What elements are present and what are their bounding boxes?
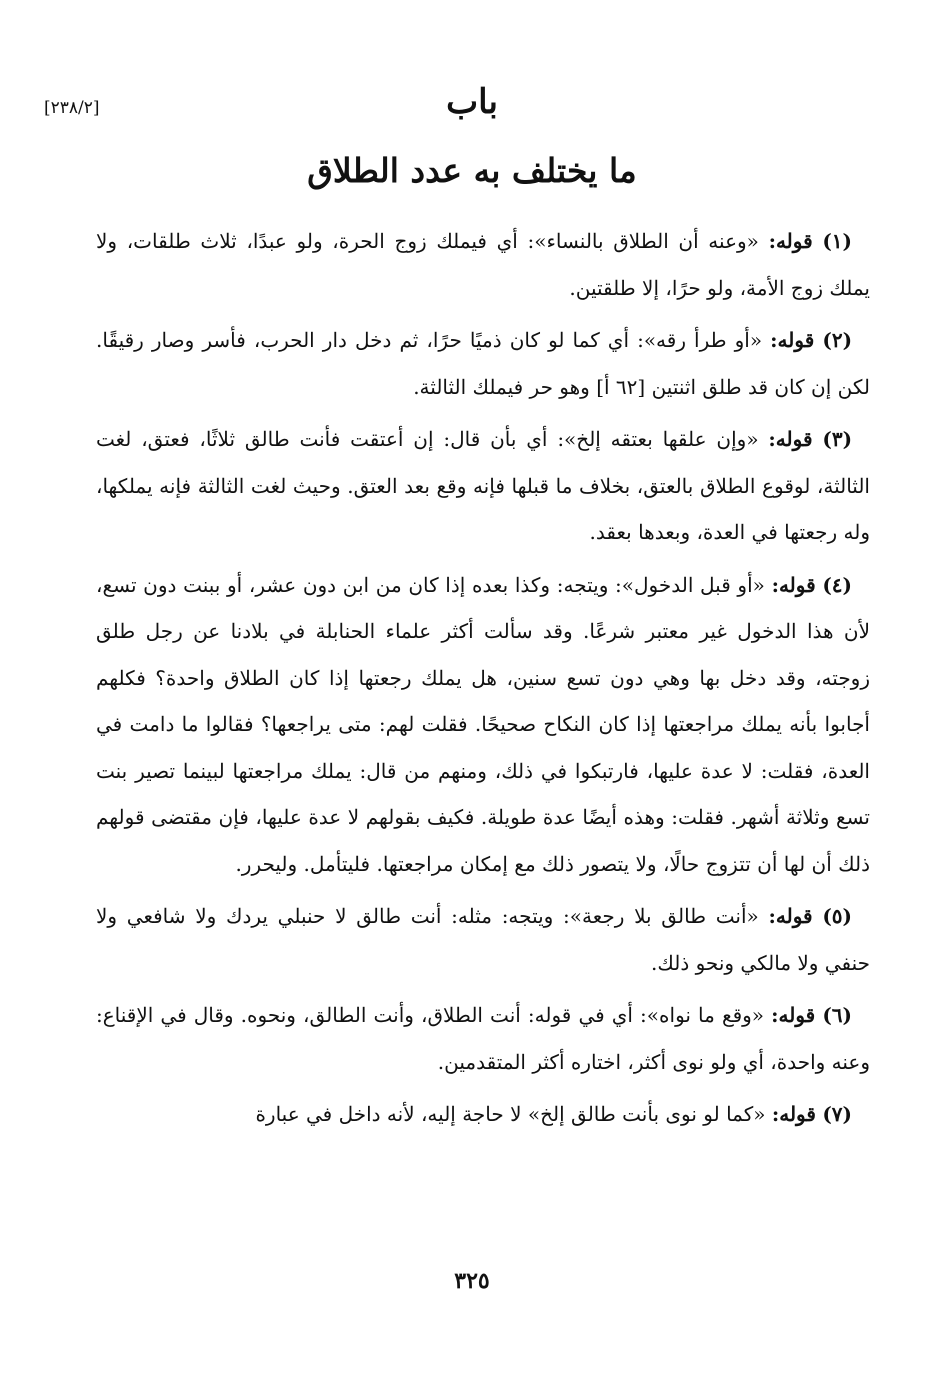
qawluhu-keyword: قوله: [771,572,816,597]
paragraph-number: (٣) [822,427,853,451]
paragraph-text: «أو طرأ رقه»: أي كما لو كان ذميًا حرًا، ثم دخل دار الحرب، فأسر وصار رقيقًا. لكن إن كان قد طلق اثنتين [٦٢ أ] وهو حر فيملك الثالثة. [96,328,870,399]
paragraph-1 [96,218,870,311]
qawluhu-keyword: قوله: [768,904,813,928]
paragraph-text: «وإن علقها بعتقه إلخ»: أي بأن قال: إن أعتقت فأنت طالق ثلاثًا، فعتق، لغت الثالثة، لوقوع الطلاق بالعتق، بخلاف ما قبلها فإنه وقع بعد العتق. وحيث لغت الثالثة فإنه يملكها، وله رجعتها في العدة، وبعدها بعقد. [96,427,870,544]
qawluhu-keyword: قوله: [768,229,813,253]
paragraph-text: «أو قبل الدخول»: ويتجه: وكذا بعده إذا كان من ابن دون عشر، أو ببنت دون تسع، لأن هذا الدخول غير معتبر شرعًا. وقد سألت أكثر علماء الحنابلة في بلادنا عن رجل طلق زوجته، وقد دخل بها وهي دون تسع سنين، هل يملك رجعتها إذا كان الطلاق واحدة؟ فكلهم أجابوا بأنه يملك مراجعتها إذا كان النكاح صحيحًا. فقلت لهم: متى يراجعها؟ فقالوا ما دامت في العدة، فقلت: لا عدة عليها، فارتبكوا في ذلك، ومنهم من قال: يملك مراجعتها لبينما تصير بنت تسع وثلاثة أشهر. فقلت: وهذه أيضًا عدة طويلة. فكيف بقولهم لا عدة عليها، فإن مقتضى قولهم ذلك أن لها أن تتزوج حالًا، ولا يتصور ذلك مع إمكان مراجعتها. فليتأمل. وليحرر. [96,572,870,876]
chapter-title: ما يختلف به عدد الطلاق [307,151,637,190]
paragraph-number: (٤) [822,572,853,597]
section-label: باب [446,82,498,122]
paragraph-text: «أنت طالق بلا رجعة»: ويتجه: مثله: أنت طالق لا حنبلي يردك ولا شافعي ولا حنفي ولا مالكي ونحو ذلك. [96,904,870,975]
paragraph-text: «وقع ما نواه»: أي في قوله: أنت الطلاق، وأنت الطالق، ونحوه. وقال في الإقناع: وعنه واحدة، أي ولو نوى أكثر، اختاره أكثر المتقدمين. [96,1003,870,1074]
paragraph-text: «كما لو نوى بأنت طالق إلخ» لا حاجة إليه، لأنه داخل في عبارة [255,1102,766,1126]
paragraph-number: (٥) [822,904,853,928]
paragraph-number: (١) [822,229,852,253]
paragraph-number: (٦) [822,1003,853,1027]
paragraph-text: «وعنه أن الطلاق بالنساء»: أي فيملك زوج الحرة، ولو عبدًا، ثلاث طلقات، ولا يملك زوج الأمة، ولو حرًا، إلا طلقتين. [96,229,870,300]
qawluhu-keyword: قوله: [768,427,813,451]
commentary-body [96,218,870,1144]
paragraph-3 [96,416,870,556]
paragraph-6 [96,992,870,1085]
paragraph-2 [96,317,870,410]
paragraph-5 [96,893,870,986]
paragraph-4 [96,562,870,888]
paragraph-number: (٧) [822,1102,852,1126]
volume-page-reference: [٢٣٨/٢] [44,98,100,118]
qawluhu-keyword: قوله: [770,328,815,352]
page-number: ٣٢٥ [454,1268,490,1294]
qawluhu-keyword: قوله: [771,1102,816,1126]
paragraph-number: (٢) [822,328,853,352]
paragraph-7 [96,1091,870,1138]
qawluhu-keyword: قوله: [771,1003,816,1027]
